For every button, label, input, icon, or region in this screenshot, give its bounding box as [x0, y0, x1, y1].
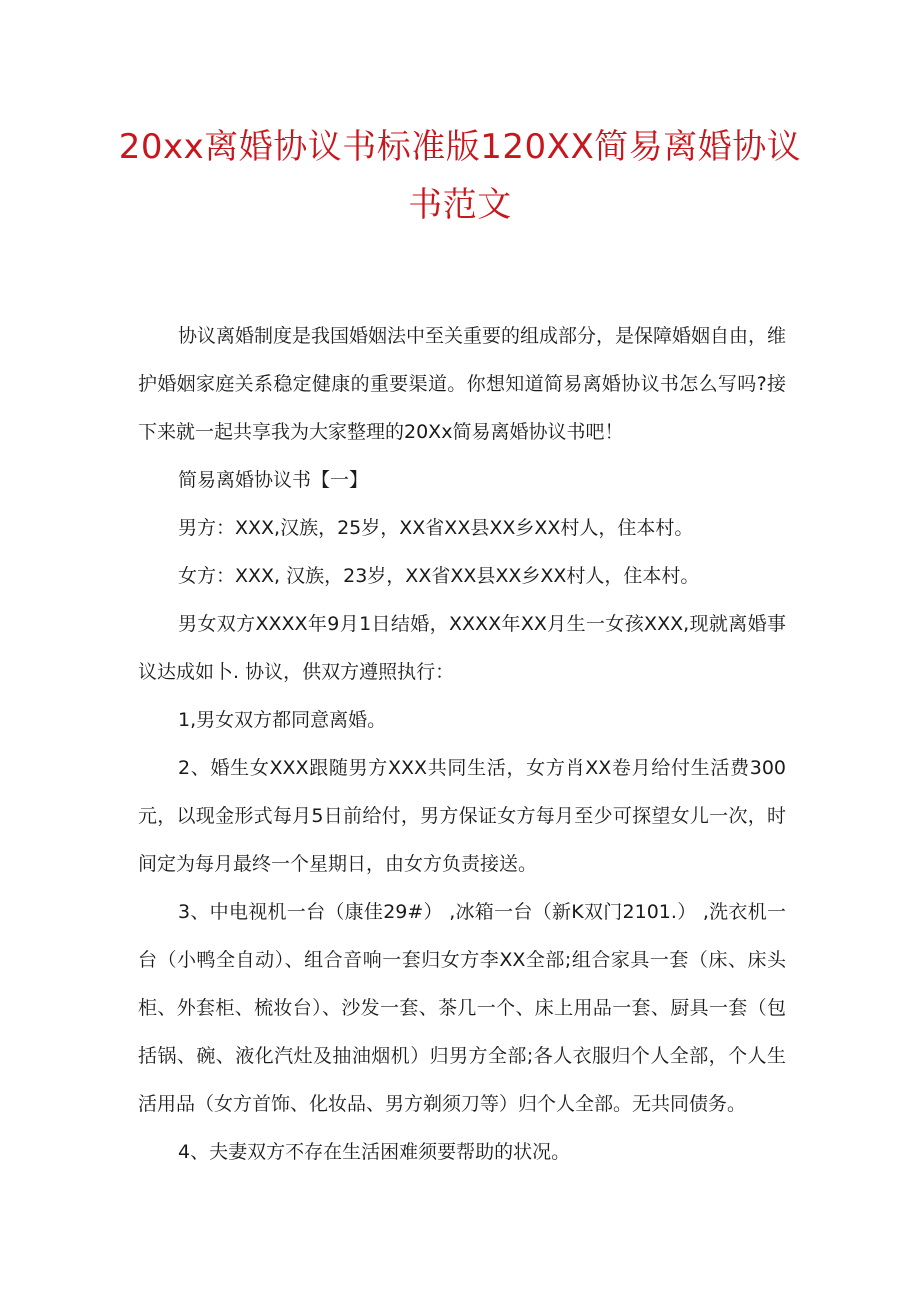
male-party-paragraph: 男方：XXX,汉族，25岁，XX省XX县XX乡XX村人，住本村。 [178, 517, 694, 539]
document-title [110, 118, 810, 234]
clause-3: 3、中电视机一台（康佳29#） ,冰箱一台（新K双门2101.） ,洗衣机一台（小鸭全自动）、组合音响一套归女方李XX全部;组合家具一套（床、床头柜、外套柜、梳妆台）、沙发一套、茶几一个、床上用品一套、厨具一套（包括锅、碗、液化汽灶及抽油烟机）归男方全部;各人衣服归个人全部，个人生活用品（女方首饰、化妆品、男方剃须刀等）归个人全部。无共同债务。 [138, 901, 786, 1115]
marriage-paragraph: 男女双方XXXX年9月1日结婚，XXXX年XX月生一女孩XXX,现就离婚事议达成如卜. 协议，供双方遵照执行： [138, 613, 786, 683]
title-line-1: 20xx离婚协议书标准版120XX简易离婚协议 [118, 127, 802, 167]
clause-4: 4、夫妻双方不存在生活困难须要帮助的状况。 [178, 1141, 571, 1163]
clause-1: 1,男女双方都同意离婚。 [178, 709, 387, 731]
female-party-paragraph: 女方：XXX, 汉族，23岁，XX省XX县XX乡XX村人，住本村。 [178, 565, 700, 587]
clause-2: 2、婚生女XXX跟随男方XXX共同生活，女方肖XX卷月给付生活费300元，以现金形式每月5日前给付，男方保证女方每月至少可探望女儿一次，时间定为每月最终一个星期日，由女方负责接送。 [138, 757, 786, 875]
document-body [138, 312, 786, 1176]
section-heading: 简易离婚协议书【一】 [178, 469, 369, 491]
title-line-2: 书范文 [408, 185, 512, 225]
intro-paragraph: 协议离婚制度是我国婚姻法中至关重要的组成部分，是保障婚姻自由，维护婚姻家庭关系稳定健康的重要渠道。你想知道简易离婚协议书怎么写吗?接下来就一起共享我为大家整理的20Xx简易离婚协议书吧！ [138, 325, 787, 443]
